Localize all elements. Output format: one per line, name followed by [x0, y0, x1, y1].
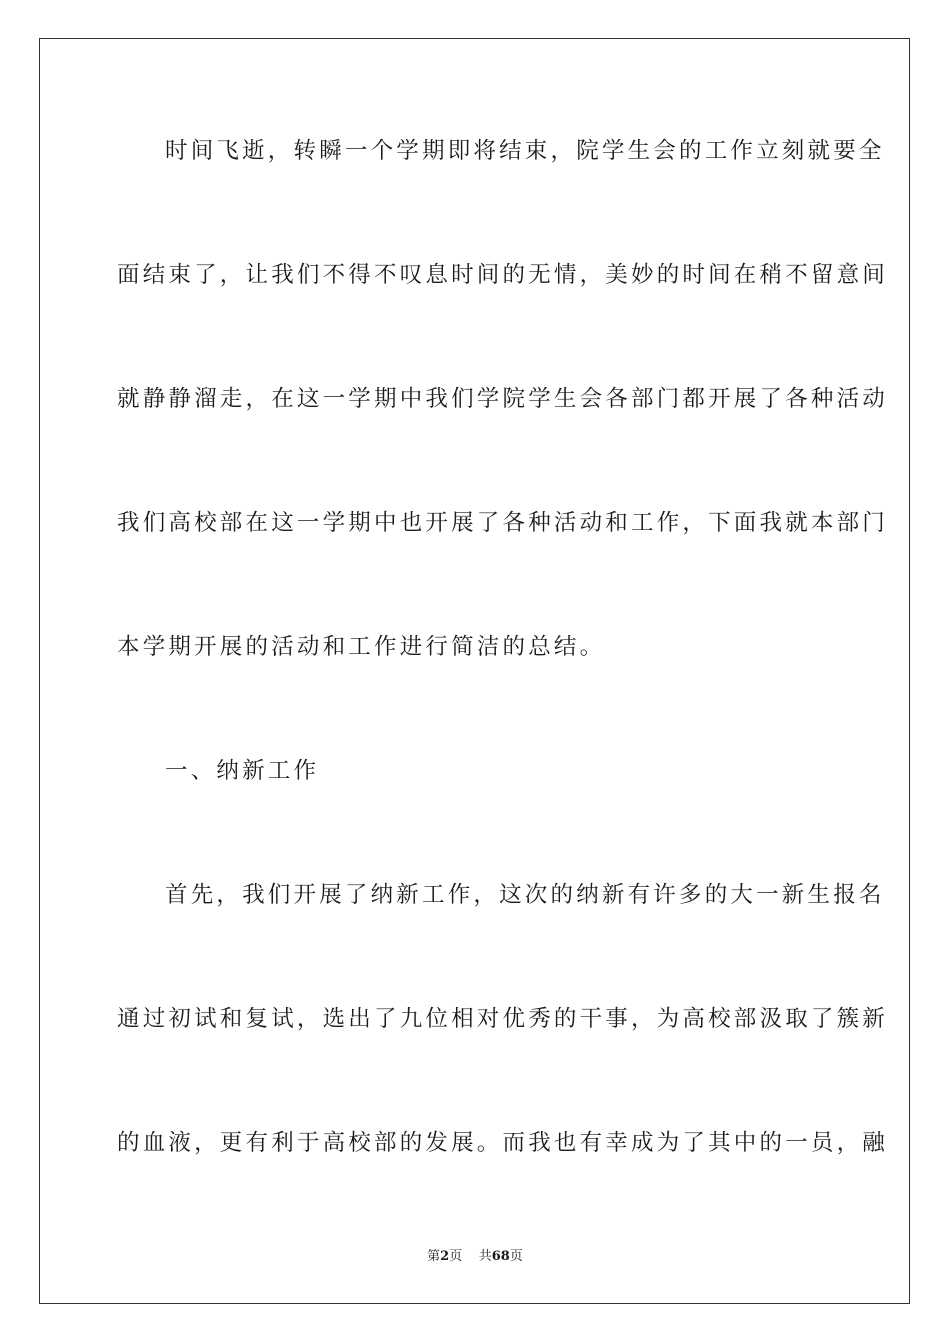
paragraph-line-3: 就静静溜走，在这一学期中我们学院学生会各部门都开展了各种活动: [117, 386, 889, 412]
page-border: [39, 38, 910, 1304]
paragraph-line-9: 的血液，更有利于高校部的发展。而我也有幸成为了其中的一员，融: [117, 1130, 889, 1156]
page-prefix: 第: [427, 1249, 441, 1264]
total-suffix: 页: [509, 1249, 523, 1264]
page-suffix: 页: [449, 1249, 463, 1264]
section-heading: 一、纳新工作: [165, 758, 320, 784]
total-prefix: 共: [478, 1249, 492, 1264]
paragraph-line-1: 时间飞逝，转瞬一个学期即将结束，院学生会的工作立刻就要全: [165, 138, 885, 164]
paragraph-line-2: 面结束了，让我们不得不叹息时间的无情，美妙的时间在稍不留意间: [117, 262, 889, 288]
page-number: 2: [440, 1249, 450, 1264]
page-footer: [0, 1248, 950, 1266]
paragraph-line-4: 我们高校部在这一学期中也开展了各种活动和工作，下面我就本部门: [117, 510, 889, 536]
paragraph-line-8: 通过初试和复试，选出了九位相对优秀的干事，为高校部汲取了簇新: [117, 1006, 889, 1032]
total-pages: 68: [491, 1249, 510, 1264]
paragraph-line-5: 本学期开展的活动和工作进行简洁的总结。: [117, 634, 606, 660]
paragraph-line-7: 首先，我们开展了纳新工作，这次的纳新有许多的大一新生报名: [165, 882, 885, 908]
